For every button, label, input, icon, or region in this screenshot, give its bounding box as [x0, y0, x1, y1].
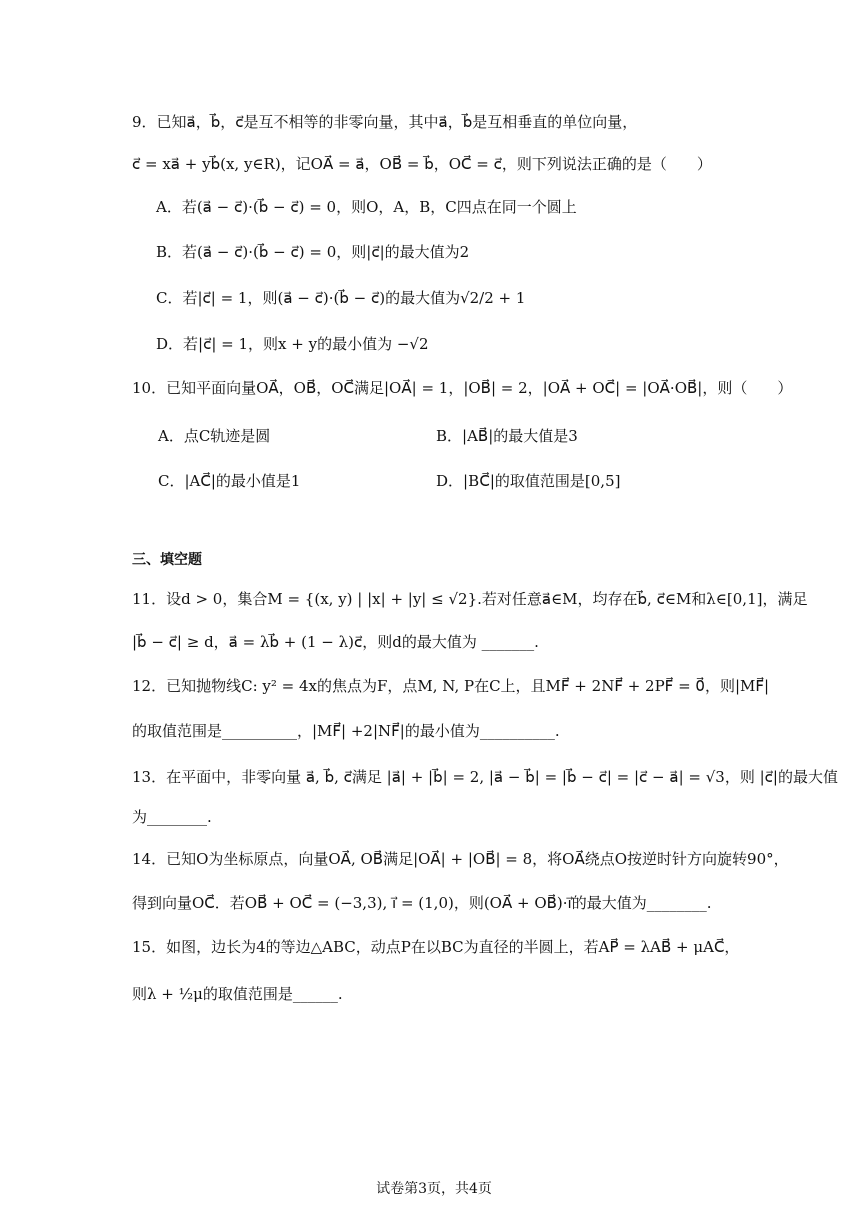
question-9-option-b: B．若(a⃗ − c⃗)·(b⃗ − c⃗) = 0，则|c⃗|的最大值为2 — [156, 243, 470, 261]
question-14-line-1: 14．已知O为坐标原点，向量OA⃗, OB⃗满足|OA⃗| + |OB⃗| = 8，将OA⃗绕点O按逆时针方向旋转90°， — [132, 850, 789, 868]
question-12-line-2: 的取值范围是__________，|MF⃗| +2|NF⃗|的最小值为__________. — [132, 722, 560, 740]
question-9-stem-line-1: 9．已知a⃗，b⃗，c⃗是互不相等的非零向量，其中a⃗，b⃗是互相垂直的单位向量， — [132, 113, 638, 131]
question-10-option-a: A．点C轨迹是圆 — [158, 427, 271, 445]
page-footer: 试卷第3页，共4页 — [376, 1181, 492, 1197]
question-9-option-d: D．若|c⃗| = 1，则x + y的最小值为 −√2 — [156, 335, 429, 353]
question-15-line-1: 15．如图，边长为4的等边△ABC，动点P在以BC为直径的半圆上，若AP⃗ = λAB⃗ + μAC⃗， — [132, 938, 740, 956]
question-9-stem-line-2: c⃗ = xa⃗ + yb⃗(x, y∈R)，记OA⃗ = a⃗，OB⃗ = b⃗，OC⃗ = c⃗，则下列说法正确的是（ ） — [132, 155, 712, 173]
question-9-option-c: C．若|c⃗| = 1，则(a⃗ − c⃗)·(b⃗ − c⃗)的最大值为√2/2 + 1 — [156, 289, 526, 307]
question-13-line-1: 13．在平面中，非零向量 a⃗, b⃗, c⃗满足 |a⃗| + |b⃗| = 2, |a⃗ − b⃗| = |b⃗ − c⃗| = |c⃗ − a⃗| = √3，则 |c⃗|的最大值 — [132, 768, 838, 786]
question-10-option-c: C．|AC⃗|的最小值是1 — [158, 472, 301, 490]
question-15-line-2: 则λ + ½μ的取值范围是______. — [132, 985, 343, 1003]
question-12-line-1: 12．已知抛物线C: y² = 4x的焦点为F，点M, N, P在C上，且MF⃗ + 2NF⃗ + 2PF⃗ = 0⃗，则|MF⃗| — [132, 677, 770, 695]
question-9-option-a: A．若(a⃗ − c⃗)·(b⃗ − c⃗) = 0，则O，A，B，C四点在同一个圆上 — [156, 198, 577, 216]
section-heading-fill-in: 三、填空题 — [132, 552, 202, 568]
question-10-option-d: D．|BC⃗|的取值范围是[0,5] — [436, 472, 621, 490]
question-10-stem: 10．已知平面向量OA⃗，OB⃗，OC⃗满足|OA⃗| = 1，|OB⃗| = 2，|OA⃗ + OC⃗| = |OA⃗·OB⃗|，则（ ） — [132, 379, 793, 397]
question-14-line-2: 得到向量OC⃗．若OB⃗ + OC⃗ = (−3,3), i⃗ = (1,0)，则(OA⃗ + OB⃗)·i⃗的最大值为________. — [132, 894, 712, 912]
question-13-line-2: 为________. — [132, 808, 212, 826]
question-11-line-2: |b⃗ − c⃗| ≥ d，a⃗ = λb⃗ + (1 − λ)c⃗，则d的最大值为 _______. — [132, 633, 539, 651]
question-11-line-1: 11．设d > 0，集合M = {(x, y) | |x| + |y| ≤ √2}.若对任意a⃗∈M，均存在b⃗, c⃗∈M和λ∈[0,1]，满足 — [132, 590, 808, 608]
question-10-option-b: B．|AB⃗|的最大值是3 — [436, 427, 578, 445]
